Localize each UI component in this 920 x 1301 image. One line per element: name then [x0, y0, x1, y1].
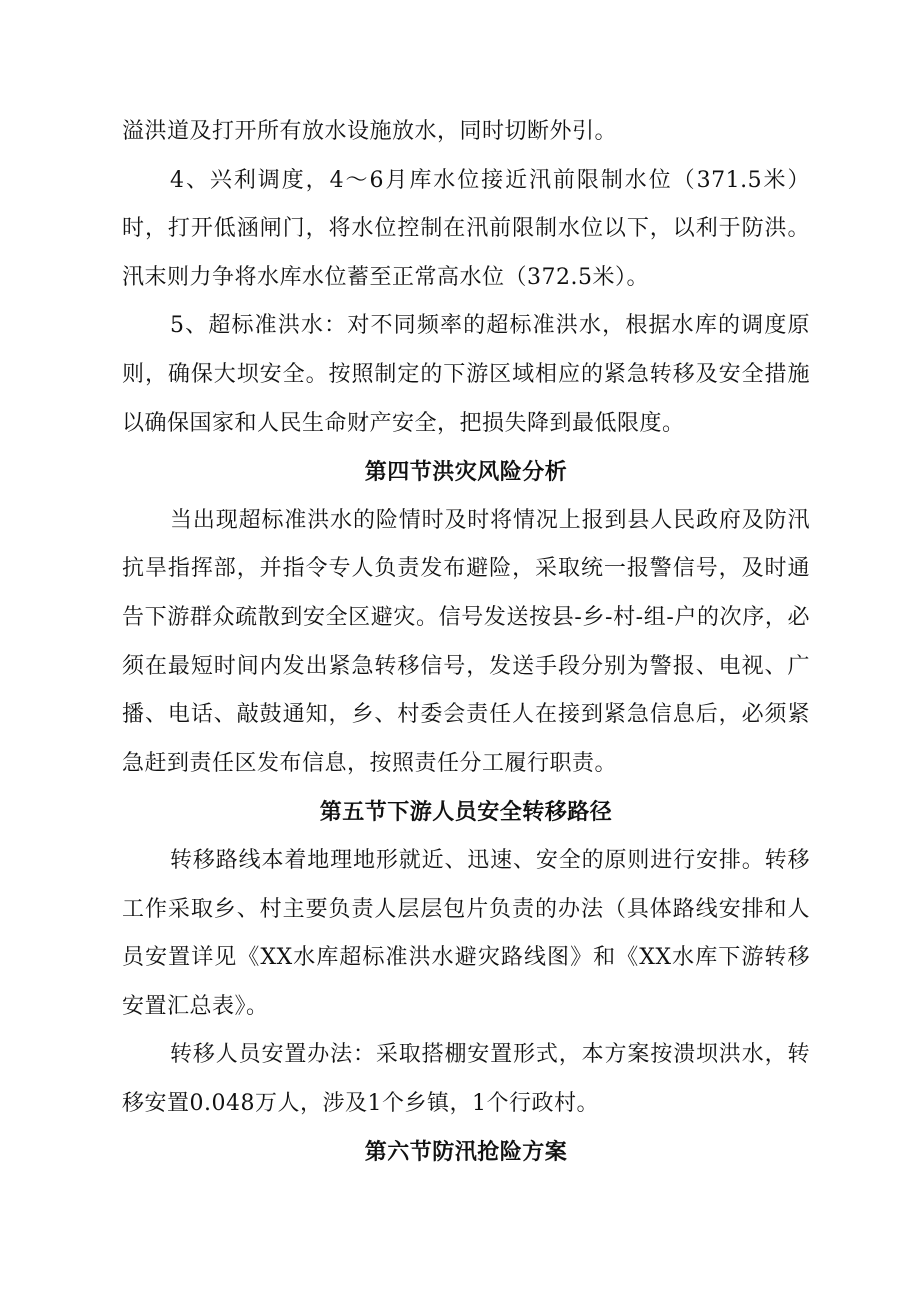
paragraph-beneficial-dispatch: 4、兴利调度，4～6月库水位接近汛前限制水位（371.5米）时，打开低涵闸门，将水位控制在汛前限制水位以下，以利于防洪。汛末则力争将水库水位蓄至正常高水位（372.5米）。: [122, 167, 810, 290]
paragraph-flood-risk-analysis: 当出现超标准洪水的险情时及时将情况上报到县人民政府及防汛抗旱指挥部，并指令专人负责发布避险，采取统一报警信号，及时通告下游群众疏散到安全区避灾。信号发送按县-乡-村-组-户的次序，必须在最短时间内发出紧急转移信号，发送手段分别为警报、电视、广播、电话、敲鼓通知，乡、村委会责任人在接到紧急信息后，必须紧急赶到责任区发布信息，按照责任分工履行职责。: [122, 507, 810, 776]
paragraph-spillway-release: 溢洪道及打开所有放水设施放水，同时切断外引。: [122, 119, 618, 144]
section-heading-emergency-plan: 第六节防汛抢险方案: [364, 1139, 568, 1166]
paragraph-extreme-flood: 5、超标准洪水：对不同频率的超标准洪水，根据水库的调度原则，确保大坝安全。按照制定的下游区域相应的紧急转移及安全措施以确保国家和人民生命财产安全，把损失降到最低限度。: [122, 313, 810, 436]
paragraph-evacuation-route: 转移路线本着地理地形就近、迅速、安全的原则进行安排。转移工作采取乡、村主要负责人层层包片负责的办法（具体路线安排和人员安置详见《XX水库超标准洪水避灾路线图》和《XX水库下游转移安置汇总表》。: [122, 847, 810, 1019]
document-body: [122, 108, 810, 1177]
section-heading-flood-risk: 第四节洪灾风险分析: [364, 459, 568, 486]
paragraph-resettlement-method: 转移人员安置办法：采取搭棚安置形式，本方案按溃坝洪水，转移安置0.048万人，涉及1个乡镇，1个行政村。: [122, 1042, 810, 1116]
section-heading-evacuation-route: 第五节下游人员安全转移路径: [319, 799, 613, 826]
